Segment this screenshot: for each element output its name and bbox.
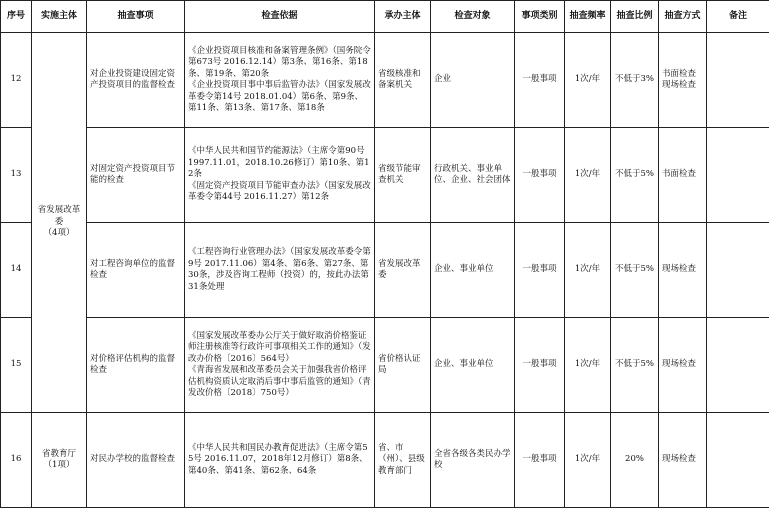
row-seq: 15 (1, 318, 32, 413)
row-freq: 1次/年 (565, 318, 611, 413)
row-basis (185, 128, 375, 223)
row-item: 对企业投资建设固定资产投资项目的监督检查 (87, 33, 185, 128)
method-line: 现场检查 (662, 454, 697, 465)
row-method (659, 318, 707, 413)
table-row (1, 318, 769, 413)
row-target: 企业、事业单位 (431, 223, 515, 318)
header-target: 检查对象 (431, 1, 515, 33)
row-ratio: 不低于3% (611, 33, 659, 128)
header-ratio: 抽查比例 (611, 1, 659, 33)
row-item: 对工程咨询单位的监督检查 (87, 223, 185, 318)
row-freq: 1次/年 (565, 223, 611, 318)
row-category: 一般事项 (515, 33, 565, 128)
row-remark (707, 413, 769, 508)
basis-line: 《企业投资项目事中事后监管办法》（国家发展改革委令第14号 2018.01.04）第6条、第9条、第11条、第13条、第17条、第18条 (188, 80, 371, 113)
row-seq: 12 (1, 33, 32, 128)
row-freq: 1次/年 (565, 33, 611, 128)
header-method: 抽查方式 (659, 1, 707, 33)
row-seq: 13 (1, 128, 32, 223)
row-method (659, 33, 707, 128)
header-item: 抽查事项 (87, 1, 185, 33)
row-ratio: 不低于5% (611, 128, 659, 223)
row-handler: 省、市（州）、县级教育部门 (375, 413, 431, 508)
row-ratio: 20% (611, 413, 659, 508)
row-ratio: 不低于5% (611, 318, 659, 413)
table-row (1, 413, 769, 508)
method-line: 现场检查 (662, 359, 697, 370)
row-target: 全省各级各类民办学校 (431, 413, 515, 508)
row-target: 企业、事业单位 (431, 318, 515, 413)
header-seq: 序号 (1, 1, 32, 33)
agency-name: 省发展改革委 (37, 205, 81, 227)
agency-cell (32, 413, 87, 508)
basis-line: 《国家发展改革委办公厅关于做好取消价格鉴证师注册核准等行政许可事项相关工作的通知》（发改办价格〔2016〕564号） (188, 330, 371, 364)
header-row (1, 1, 769, 33)
method-line: 现场检查 (662, 80, 697, 90)
row-category: 一般事项 (515, 128, 565, 223)
header-handler: 承办主体 (375, 1, 431, 33)
row-freq: 1次/年 (565, 128, 611, 223)
basis-line: 《中华人民共和国民办教育促进法》（主席令第55号 2016.11.07，2018年12月修订）第8条、第40条、第41条、第62条、64条 (188, 442, 368, 476)
row-remark (707, 318, 769, 413)
row-ratio: 不低于5% (611, 223, 659, 318)
row-category: 一般事项 (515, 318, 565, 413)
basis-line: 《固定资产投资项目节能审查办法》（国家发展改革委令第44号 2016.11.27）第12条 (188, 180, 371, 203)
table-row (1, 128, 769, 223)
row-remark (707, 223, 769, 318)
row-handler: 省发展改革委 (375, 223, 431, 318)
row-remark (707, 128, 769, 223)
header-freq: 抽查频率 (565, 1, 611, 33)
agency-cell (32, 33, 87, 413)
method-line: 书面检查 (662, 68, 697, 79)
row-basis (185, 413, 375, 508)
header-agency: 实施主体 (32, 1, 87, 33)
row-remark (707, 33, 769, 128)
agency-count: （4项） (43, 228, 75, 239)
basis-line: 《青海省发展和改革委员会关于加强我省价格评估机构资质认定取消后事中事后监管的通知》（青发改价格〔2018〕750号） (188, 365, 371, 398)
row-method (659, 223, 707, 318)
row-handler: 省价格认证局 (375, 318, 431, 413)
row-item: 对价格评估机构的监督检查 (87, 318, 185, 413)
row-basis (185, 223, 375, 318)
table-row (1, 33, 769, 128)
agency-name: 省教育厅 (41, 448, 76, 459)
agency-count: （1项） (43, 460, 75, 470)
header-remark: 备注 (707, 1, 769, 33)
row-category: 一般事项 (515, 223, 565, 318)
row-handler: 省级节能审查机关 (375, 128, 431, 223)
header-basis: 检查依据 (185, 1, 375, 33)
row-category: 一般事项 (515, 413, 565, 508)
row-basis (185, 33, 375, 128)
row-seq: 16 (1, 413, 32, 508)
row-item: 对固定资产投资项目节能的检查 (87, 128, 185, 223)
method-line: 现场检查 (662, 264, 697, 275)
header-category: 事项类别 (515, 1, 565, 33)
table-row (1, 223, 769, 318)
row-basis (185, 318, 375, 413)
row-target: 行政机关、事业单位、企业、社会团体 (431, 128, 515, 223)
method-line: 书面检查 (662, 169, 697, 180)
basis-line: 《工程咨询行业管理办法》（国家发展改革委令第9号 2017.11.06）第4条、第6条、第27条、第30条，涉及咨询工程师（投资）的，按此办法第31条处理 (188, 247, 371, 292)
row-method (659, 128, 707, 223)
row-seq: 14 (1, 223, 32, 318)
row-freq: 1次/年 (565, 413, 611, 508)
row-method (659, 413, 707, 508)
row-item: 对民办学校的监督检查 (87, 413, 185, 508)
row-handler: 省级核准和备案机关 (375, 33, 431, 128)
basis-line: 《中华人民共和国节约能源法》（主席令第90号 1997.11.01，2018.10.26修订）第10条、第12条 (188, 146, 370, 180)
row-target: 企业 (431, 33, 515, 128)
basis-line: 《企业投资项目核准和备案管理条例》（国务院令第673号 2016.12.14）第3条、第16条、第18条、第19条、第20条 (188, 45, 371, 79)
